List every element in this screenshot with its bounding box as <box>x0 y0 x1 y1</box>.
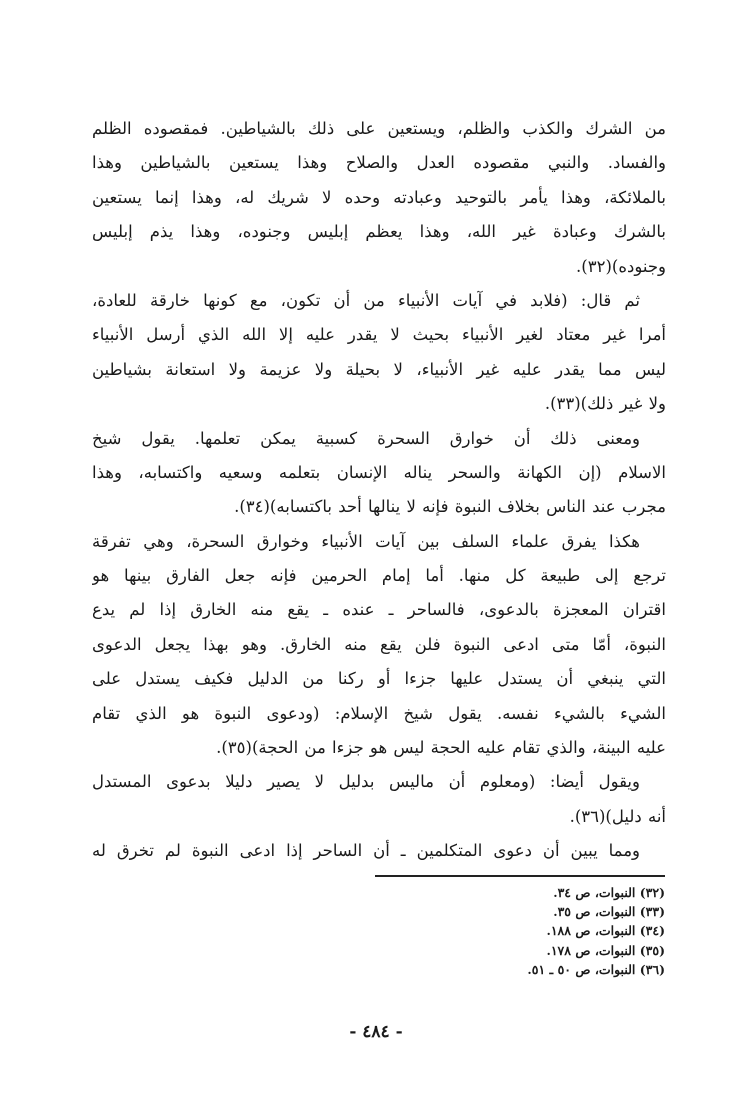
text-line-10: ومعنى ذلك أن خوارق السحرة كسبية يمكن تعلمها. يقول شيخ <box>92 428 640 448</box>
text-line-2: والفساد. والنبي مقصوده العدل والصلاح وهذا يستعين بالشياطين وهذا <box>92 153 666 173</box>
text-line-12: مجرب عند الناس بخلاف النبوة فإنه لا ينالها أحد باكتسابه)(٣٤). <box>234 497 666 517</box>
footnote-33: (٣٣) النبوات، ص ٣٥. <box>553 904 665 920</box>
text-line-13: هكذا يفرق علماء السلف بين آيات الأنبياء وخوارق السحرة، وهي تفرقة <box>92 531 640 551</box>
text-line-14: ترجع إلى طبيعة كل منها. أما إمام الحرمين فإنه جعل الفارق بينها هو <box>92 566 666 586</box>
text-line-3: بالملائكة، وهذا يأمر بالتوحيد وعبادته وحده لا شريك له، وهذا إنما يستعين <box>92 187 666 207</box>
footnote-36: (٣٦) النبوات، ص ٥٠ ـ ٥١. <box>527 961 665 977</box>
text-line-19: عليه البينة، والذي تقام عليه الحجة ليس هو جزءا من الحجة)(٣٥). <box>216 738 666 758</box>
text-line-9: ولا غير ذلك)(٣٣). <box>544 394 666 414</box>
page-number: - ٤٨٤ - <box>349 1022 403 1042</box>
text-line-16: النبوة، أمّا متى ادعى النبوة فلن يقع منه الخارق. وهو بهذا يجعل الدعوى <box>92 634 666 654</box>
text-line-15: اقتران المعجزة بالدعوى، فالساحر ـ عنده ـ يقع منه الخارق إذا لم يدع <box>92 600 666 620</box>
footnote-32: (٣٢) النبوات، ص ٣٤. <box>553 885 665 900</box>
text-line-20: ويقول أيضا: (ومعلوم أن ماليس بدليل لا يصير دليلا بدعوى المستدل <box>92 772 640 792</box>
text-line-21: أنه دليل)(٣٦). <box>569 806 666 826</box>
text-line-17: التي ينبغي أن يستدل عليها جزءا أو ركنا من الدليل فكيف يستدل على <box>92 669 666 689</box>
text-line-1: من الشرك والكذب والظلم، ويستعين على ذلك بالشياطين. فمقصوده الظلم <box>92 119 666 138</box>
footnotes <box>375 883 665 979</box>
footnote-separator <box>375 875 665 877</box>
text-line-22: ومما يبين أن دعوى المتكلمين ـ أن الساحر إذا ادعى النبوة لم تخرق له <box>92 841 640 861</box>
body-text <box>92 112 666 869</box>
text-line-11: الاسلام (إن الكهانة والسحر يناله الإنسان بتعلمه وسعيه واكتسابه، وهذا <box>92 462 666 482</box>
text-line-6: ثم قال: (فلابد في آيات الأنبياء من أن تكون، مع كونها خارقة للعادة، <box>92 290 640 310</box>
text-line-4: بالشرك وعبادة غير الله، وهذا يعظم إبليس وجنوده، وهذا يذم إبليس <box>92 222 666 242</box>
text-line-8: ليس مما يقدر عليه غير الأنبياء، لا بحيلة ولا عزيمة ولا استعانة بشياطين <box>92 359 666 379</box>
text-line-7: أمرا غير معتاد لغير الأنبياء بحيث لا يقدر عليه إلا الله الذي أرسل الأنبياء <box>92 325 666 345</box>
text-line-5: وجنوده)(٣٢). <box>576 256 666 276</box>
footnote-35: (٣٥) النبوات، ص ١٧٨. <box>546 942 665 958</box>
text-line-18: الشيء بالشيء نفسه. يقول شيخ الإسلام: (ودعوى النبوة هو الذي تقام <box>92 703 666 723</box>
footnote-34: (٣٤) النبوات، ص ١٨٨. <box>546 923 665 939</box>
